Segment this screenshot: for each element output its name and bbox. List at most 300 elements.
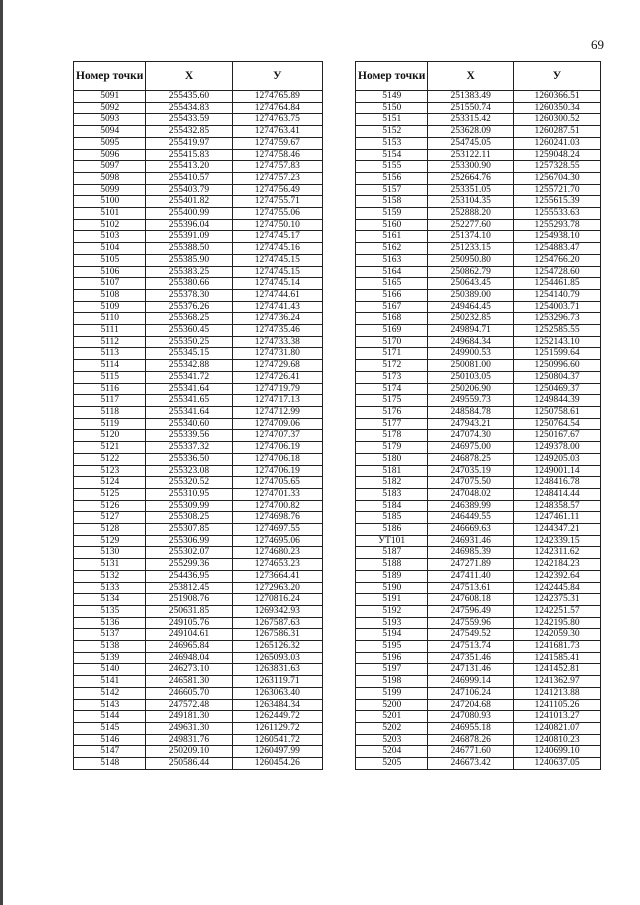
cell-y: 1259048.24 bbox=[514, 149, 601, 161]
table-row bbox=[356, 149, 601, 161]
cell-point-number: 5187 bbox=[356, 547, 428, 559]
cell-point-number: 5103 bbox=[74, 231, 146, 243]
cell-point-number: 5178 bbox=[356, 430, 428, 442]
cell-y: 1274697.55 bbox=[232, 524, 322, 536]
cell-point-number: 5097 bbox=[74, 161, 146, 173]
cell-point-number: 5137 bbox=[74, 629, 146, 641]
cell-point-number: 5175 bbox=[356, 395, 428, 407]
table-row bbox=[356, 676, 601, 688]
cell-y: 1273664.41 bbox=[232, 570, 322, 582]
cell-point-number: 5152 bbox=[356, 126, 428, 138]
cell-point-number: 5135 bbox=[74, 605, 146, 617]
cell-point-number: 5139 bbox=[74, 652, 146, 664]
cell-x: 255342.88 bbox=[146, 360, 232, 372]
cell-x: 247035.19 bbox=[428, 465, 514, 477]
cell-x: 255410.57 bbox=[146, 172, 232, 184]
cell-x: 255435.60 bbox=[146, 91, 232, 103]
cell-x: 255337.32 bbox=[146, 442, 232, 454]
table-row bbox=[74, 126, 323, 138]
cell-y: 1241013.27 bbox=[514, 711, 601, 723]
cell-point-number: 5094 bbox=[74, 126, 146, 138]
table-row bbox=[356, 524, 601, 536]
table-row bbox=[356, 652, 601, 664]
cell-point-number: 5148 bbox=[74, 758, 146, 770]
table-row bbox=[356, 196, 601, 208]
table-row bbox=[74, 243, 323, 255]
table-row bbox=[356, 442, 601, 454]
cell-x: 246669.63 bbox=[428, 524, 514, 536]
table-row bbox=[356, 126, 601, 138]
cell-y: 1244347.21 bbox=[514, 524, 601, 536]
cell-y: 1274719.79 bbox=[232, 383, 322, 395]
cell-y: 1274763.75 bbox=[232, 114, 322, 126]
table-row bbox=[74, 465, 323, 477]
cell-x: 255309.99 bbox=[146, 500, 232, 512]
cell-point-number: 5150 bbox=[356, 102, 428, 114]
table-row bbox=[74, 418, 323, 430]
table-row bbox=[74, 219, 323, 231]
cell-point-number: 5164 bbox=[356, 266, 428, 278]
cell-y: 1249378.00 bbox=[514, 442, 601, 454]
cell-point-number: 5134 bbox=[74, 594, 146, 606]
cell-y: 1254883.47 bbox=[514, 243, 601, 255]
cell-point-number: 5093 bbox=[74, 114, 146, 126]
cell-y: 1252143.10 bbox=[514, 336, 601, 348]
cell-x: 247411.40 bbox=[428, 570, 514, 582]
table-row bbox=[356, 114, 601, 126]
cell-y: 1274755.71 bbox=[232, 196, 322, 208]
table-row bbox=[356, 243, 601, 255]
table-row bbox=[74, 172, 323, 184]
cell-y: 1241452.81 bbox=[514, 664, 601, 676]
cell-y: 1254766.20 bbox=[514, 254, 601, 266]
cell-x: 255396.04 bbox=[146, 219, 232, 231]
cell-y: 1274756.49 bbox=[232, 184, 322, 196]
cell-x: 249894.71 bbox=[428, 325, 514, 337]
cell-x: 247131.46 bbox=[428, 664, 514, 676]
cell-point-number: 5120 bbox=[74, 430, 146, 442]
cell-x: 250081.00 bbox=[428, 360, 514, 372]
cell-y: 1241585.41 bbox=[514, 652, 601, 664]
cell-point-number: 5105 bbox=[74, 254, 146, 266]
cell-y: 1262449.72 bbox=[232, 711, 322, 723]
cell-x: 249684.34 bbox=[428, 336, 514, 348]
scan-edge-line bbox=[0, 0, 3, 905]
cell-y: 1274736.24 bbox=[232, 313, 322, 325]
cell-x: 253628.09 bbox=[428, 126, 514, 138]
cell-y: 1260350.34 bbox=[514, 102, 601, 114]
cell-x: 255391.09 bbox=[146, 231, 232, 243]
cell-point-number: 5129 bbox=[74, 535, 146, 547]
cell-y: 1249001.14 bbox=[514, 465, 601, 477]
cell-y: 1265093.03 bbox=[232, 652, 322, 664]
cell-point-number: 5177 bbox=[356, 418, 428, 430]
cell-point-number: 5183 bbox=[356, 488, 428, 500]
table-row bbox=[74, 208, 323, 220]
cell-x: 253104.35 bbox=[428, 196, 514, 208]
table-row bbox=[356, 570, 601, 582]
cell-point-number: 5091 bbox=[74, 91, 146, 103]
cell-x: 255400.99 bbox=[146, 208, 232, 220]
cell-x: 247075.50 bbox=[428, 477, 514, 489]
table-row bbox=[356, 301, 601, 313]
table-row bbox=[74, 559, 323, 571]
cell-y: 1242445.84 bbox=[514, 582, 601, 594]
cell-y: 1265126.32 bbox=[232, 641, 322, 653]
cell-y: 1274706.19 bbox=[232, 465, 322, 477]
cell-y: 1254140.79 bbox=[514, 289, 601, 301]
table-row bbox=[74, 395, 323, 407]
cell-point-number: 5149 bbox=[356, 91, 428, 103]
table-row bbox=[74, 91, 323, 103]
cell-x: 255336.50 bbox=[146, 453, 232, 465]
table-row bbox=[74, 524, 323, 536]
cell-x: 255345.15 bbox=[146, 348, 232, 360]
header-y: У bbox=[514, 62, 601, 91]
cell-x: 255320.52 bbox=[146, 477, 232, 489]
cell-point-number: 5190 bbox=[356, 582, 428, 594]
cell-y: 1274755.06 bbox=[232, 208, 322, 220]
cell-x: 255368.25 bbox=[146, 313, 232, 325]
cell-x: 255434.83 bbox=[146, 102, 232, 114]
cell-point-number: 5204 bbox=[356, 746, 428, 758]
cell-y: 1260454.26 bbox=[232, 758, 322, 770]
table-row bbox=[356, 664, 601, 676]
table-row bbox=[356, 629, 601, 641]
table-row bbox=[74, 582, 323, 594]
cell-x: 247943.21 bbox=[428, 418, 514, 430]
cell-point-number: 5106 bbox=[74, 266, 146, 278]
cell-x: 249104.61 bbox=[146, 629, 232, 641]
cell-x: 255432.85 bbox=[146, 126, 232, 138]
cell-point-number: 5195 bbox=[356, 641, 428, 653]
cell-x: 255413.20 bbox=[146, 161, 232, 173]
cell-y: 1274705.65 bbox=[232, 477, 322, 489]
cell-x: 246931.46 bbox=[428, 535, 514, 547]
cell-x: 247271.89 bbox=[428, 559, 514, 571]
cell-x: 247351.46 bbox=[428, 652, 514, 664]
table-row bbox=[74, 383, 323, 395]
table-row bbox=[356, 430, 601, 442]
cell-x: 246673.42 bbox=[428, 758, 514, 770]
table-row bbox=[74, 676, 323, 688]
cell-point-number: 5203 bbox=[356, 734, 428, 746]
cell-point-number: 5153 bbox=[356, 137, 428, 149]
cell-y: 1260287.51 bbox=[514, 126, 601, 138]
cell-y: 1269342.93 bbox=[232, 605, 322, 617]
cell-point-number: 5102 bbox=[74, 219, 146, 231]
cell-y: 1274735.46 bbox=[232, 325, 322, 337]
table-row bbox=[356, 360, 601, 372]
table-row bbox=[356, 289, 601, 301]
cell-y: 1274758.46 bbox=[232, 149, 322, 161]
table-row bbox=[74, 137, 323, 149]
cell-y: 1274744.61 bbox=[232, 289, 322, 301]
cell-x: 253351.05 bbox=[428, 184, 514, 196]
cell-x: 255433.59 bbox=[146, 114, 232, 126]
cell-point-number: 5165 bbox=[356, 278, 428, 290]
table-row bbox=[356, 231, 601, 243]
cell-x: 246878.25 bbox=[428, 453, 514, 465]
cell-point-number: 5146 bbox=[74, 734, 146, 746]
cell-point-number: 5168 bbox=[356, 313, 428, 325]
cell-point-number: 5125 bbox=[74, 488, 146, 500]
cell-y: 1255533.63 bbox=[514, 208, 601, 220]
table-header-row bbox=[74, 62, 323, 91]
cell-point-number: 5112 bbox=[74, 336, 146, 348]
cell-y: 1274757.23 bbox=[232, 172, 322, 184]
page-number: 69 bbox=[591, 37, 604, 52]
cell-y: 1250469.37 bbox=[514, 383, 601, 395]
cell-point-number: 5143 bbox=[74, 699, 146, 711]
coordinates-table-right bbox=[355, 61, 601, 770]
cell-point-number: 5121 bbox=[74, 442, 146, 454]
cell-y: 1241681.73 bbox=[514, 641, 601, 653]
cell-x: 255339.56 bbox=[146, 430, 232, 442]
cell-y: 1254728.60 bbox=[514, 266, 601, 278]
cell-y: 1241362.97 bbox=[514, 676, 601, 688]
cell-x: 246985.39 bbox=[428, 547, 514, 559]
cell-point-number: 5201 bbox=[356, 711, 428, 723]
cell-y: 1242375.31 bbox=[514, 594, 601, 606]
cell-point-number: 5096 bbox=[74, 149, 146, 161]
cell-x: 250950.80 bbox=[428, 254, 514, 266]
header-x: Х bbox=[428, 62, 514, 91]
cell-y: 1242339.15 bbox=[514, 535, 601, 547]
cell-x: 247080.93 bbox=[428, 711, 514, 723]
table-row bbox=[356, 547, 601, 559]
table-row bbox=[356, 325, 601, 337]
cell-point-number: 5123 bbox=[74, 465, 146, 477]
cell-point-number: 5132 bbox=[74, 570, 146, 582]
table-row bbox=[356, 208, 601, 220]
table-header-row bbox=[356, 62, 601, 91]
table-row bbox=[74, 102, 323, 114]
cell-y: 1251599.64 bbox=[514, 348, 601, 360]
cell-y: 1274765.89 bbox=[232, 91, 322, 103]
cell-x: 255388.50 bbox=[146, 243, 232, 255]
cell-y: 1274698.76 bbox=[232, 512, 322, 524]
cell-point-number: 5157 bbox=[356, 184, 428, 196]
cell-x: 255340.60 bbox=[146, 418, 232, 430]
cell-y: 1263831.63 bbox=[232, 664, 322, 676]
cell-y: 1274680.23 bbox=[232, 547, 322, 559]
cell-x: 247048.02 bbox=[428, 488, 514, 500]
cell-point-number: 5185 bbox=[356, 512, 428, 524]
table-row bbox=[74, 161, 323, 173]
cell-point-number: 5100 bbox=[74, 196, 146, 208]
cell-y: 1274745.17 bbox=[232, 231, 322, 243]
cell-y: 1274745.14 bbox=[232, 278, 322, 290]
cell-point-number: 5169 bbox=[356, 325, 428, 337]
cell-y: 1242311.62 bbox=[514, 547, 601, 559]
cell-point-number: 5166 bbox=[356, 289, 428, 301]
cell-x: 255350.25 bbox=[146, 336, 232, 348]
cell-x: 255310.95 bbox=[146, 488, 232, 500]
table-row bbox=[74, 758, 323, 770]
table-row bbox=[74, 184, 323, 196]
table-row bbox=[356, 102, 601, 114]
cell-y: 1250804.37 bbox=[514, 371, 601, 383]
table-row bbox=[356, 512, 601, 524]
cell-x: 255415.83 bbox=[146, 149, 232, 161]
cell-y: 1274706.19 bbox=[232, 442, 322, 454]
cell-y: 1274731.80 bbox=[232, 348, 322, 360]
cell-x: 247204.68 bbox=[428, 699, 514, 711]
table-row bbox=[74, 594, 323, 606]
table-row bbox=[356, 758, 601, 770]
cell-x: 247513.74 bbox=[428, 641, 514, 653]
cell-point-number: 5122 bbox=[74, 453, 146, 465]
table-row bbox=[356, 137, 601, 149]
cell-point-number: 5108 bbox=[74, 289, 146, 301]
cell-point-number: 5118 bbox=[74, 406, 146, 418]
cell-point-number: 5198 bbox=[356, 676, 428, 688]
cell-point-number: 5113 bbox=[74, 348, 146, 360]
cell-x: 251374.10 bbox=[428, 231, 514, 243]
cell-point-number: 5111 bbox=[74, 325, 146, 337]
cell-point-number: 5161 bbox=[356, 231, 428, 243]
cell-x: 246771.60 bbox=[428, 746, 514, 758]
cell-x: 248584.78 bbox=[428, 406, 514, 418]
cell-point-number: 5136 bbox=[74, 617, 146, 629]
table-row bbox=[74, 547, 323, 559]
cell-point-number: 5173 bbox=[356, 371, 428, 383]
cell-y: 1274733.38 bbox=[232, 336, 322, 348]
table-row bbox=[356, 418, 601, 430]
cell-y: 1242059.30 bbox=[514, 629, 601, 641]
cell-point-number: 5151 bbox=[356, 114, 428, 126]
cell-x: 247513.61 bbox=[428, 582, 514, 594]
coordinates-table-left bbox=[73, 61, 323, 770]
table-row bbox=[356, 219, 601, 231]
cell-y: 1248358.57 bbox=[514, 500, 601, 512]
table-row bbox=[74, 535, 323, 547]
cell-y: 1250758.61 bbox=[514, 406, 601, 418]
table-row bbox=[74, 149, 323, 161]
table-row bbox=[356, 617, 601, 629]
cell-x: 251233.15 bbox=[428, 243, 514, 255]
cell-x: 246605.70 bbox=[146, 687, 232, 699]
table-row bbox=[356, 172, 601, 184]
cell-y: 1242195.80 bbox=[514, 617, 601, 629]
table-row bbox=[74, 313, 323, 325]
cell-y: 1253296.73 bbox=[514, 313, 601, 325]
table-row bbox=[356, 582, 601, 594]
cell-point-number: 5200 bbox=[356, 699, 428, 711]
cell-point-number: 5098 bbox=[74, 172, 146, 184]
table-row bbox=[74, 114, 323, 126]
cell-x: 249631.30 bbox=[146, 722, 232, 734]
cell-y: 1255615.39 bbox=[514, 196, 601, 208]
cell-x: 250232.85 bbox=[428, 313, 514, 325]
cell-x: 255380.66 bbox=[146, 278, 232, 290]
table-row bbox=[74, 196, 323, 208]
cell-x: 249105.76 bbox=[146, 617, 232, 629]
cell-x: 255385.90 bbox=[146, 254, 232, 266]
cell-point-number: 5180 bbox=[356, 453, 428, 465]
cell-x: 246273.10 bbox=[146, 664, 232, 676]
table-row bbox=[74, 360, 323, 372]
cell-point-number: 5196 bbox=[356, 652, 428, 664]
cell-x: 253300.90 bbox=[428, 161, 514, 173]
table-row bbox=[356, 184, 601, 196]
cell-point-number: 5202 bbox=[356, 722, 428, 734]
table-row bbox=[356, 278, 601, 290]
cell-point-number: 5141 bbox=[74, 676, 146, 688]
cell-x: 250643.45 bbox=[428, 278, 514, 290]
cell-y: 1263119.71 bbox=[232, 676, 322, 688]
table-row bbox=[356, 313, 601, 325]
table-row bbox=[74, 406, 323, 418]
cell-x: 255306.99 bbox=[146, 535, 232, 547]
cell-y: 1267587.63 bbox=[232, 617, 322, 629]
cell-x: 250862.79 bbox=[428, 266, 514, 278]
cell-y: 1254003.71 bbox=[514, 301, 601, 313]
cell-point-number: 5174 bbox=[356, 383, 428, 395]
cell-y: 1242392.64 bbox=[514, 570, 601, 582]
table-row bbox=[74, 664, 323, 676]
table-row bbox=[356, 500, 601, 512]
cell-point-number: 5179 bbox=[356, 442, 428, 454]
table-row bbox=[74, 289, 323, 301]
cell-y: 1274717.13 bbox=[232, 395, 322, 407]
cell-y: 1274709.06 bbox=[232, 418, 322, 430]
cell-y: 1260497.99 bbox=[232, 746, 322, 758]
table-row bbox=[356, 336, 601, 348]
table-row bbox=[356, 395, 601, 407]
cell-x: 255308.25 bbox=[146, 512, 232, 524]
cell-x: 249181.30 bbox=[146, 711, 232, 723]
cell-y: 1240810.23 bbox=[514, 734, 601, 746]
cell-x: 249831.76 bbox=[146, 734, 232, 746]
cell-y: 1274700.82 bbox=[232, 500, 322, 512]
cell-y: 1274745.15 bbox=[232, 254, 322, 266]
cell-y: 1274729.68 bbox=[232, 360, 322, 372]
cell-point-number: 5194 bbox=[356, 629, 428, 641]
cell-y: 1274712.99 bbox=[232, 406, 322, 418]
cell-point-number: 5184 bbox=[356, 500, 428, 512]
cell-x: 246955.18 bbox=[428, 722, 514, 734]
cell-point-number: 5115 bbox=[74, 371, 146, 383]
cell-x: 255401.82 bbox=[146, 196, 232, 208]
cell-point-number: 5167 bbox=[356, 301, 428, 313]
cell-point-number: 5099 bbox=[74, 184, 146, 196]
cell-y: 1248416.78 bbox=[514, 477, 601, 489]
table-row bbox=[356, 535, 601, 547]
cell-point-number: 5176 bbox=[356, 406, 428, 418]
cell-x: 247074.30 bbox=[428, 430, 514, 442]
cell-x: 250631.85 bbox=[146, 605, 232, 617]
cell-point-number: 5155 bbox=[356, 161, 428, 173]
cell-point-number: 5171 bbox=[356, 348, 428, 360]
cell-x: 246965.84 bbox=[146, 641, 232, 653]
cell-y: 1274741.43 bbox=[232, 301, 322, 313]
cell-point-number: 5104 bbox=[74, 243, 146, 255]
cell-point-number: 5199 bbox=[356, 687, 428, 699]
cell-x: 255341.65 bbox=[146, 395, 232, 407]
cell-point-number: 5130 bbox=[74, 547, 146, 559]
table-row bbox=[74, 711, 323, 723]
cell-y: 1247461.11 bbox=[514, 512, 601, 524]
table-row bbox=[74, 348, 323, 360]
cell-x: 255419.97 bbox=[146, 137, 232, 149]
table-row bbox=[74, 430, 323, 442]
cell-x: 250206.90 bbox=[428, 383, 514, 395]
cell-y: 1254938.10 bbox=[514, 231, 601, 243]
cell-point-number: 5110 bbox=[74, 313, 146, 325]
cell-y: 1274701.33 bbox=[232, 488, 322, 500]
